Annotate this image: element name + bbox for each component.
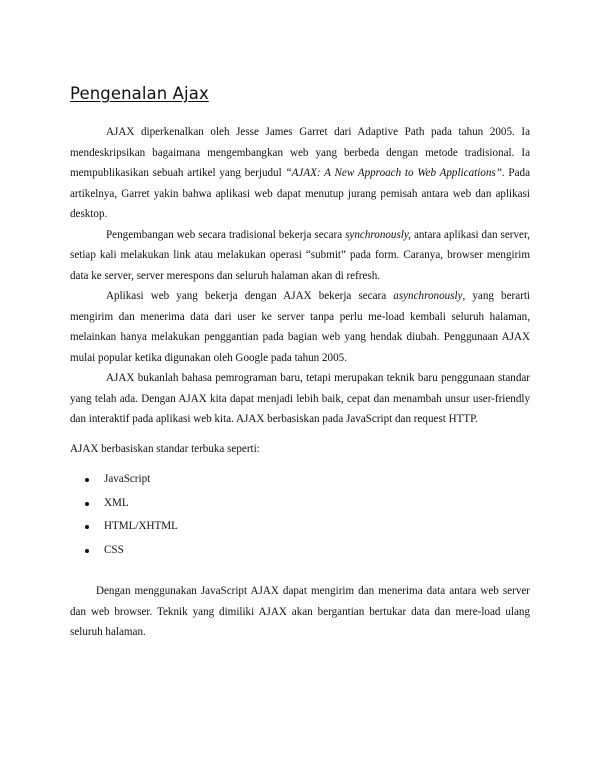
list-intro: AJAX berbasiskan standar terbuka seperti:	[70, 442, 260, 455]
paragraph-traditional-text-2: antara aplikasi dan server, setiap kali melakukan link atau melakukan operasi “submit” pada form. Caranya, browser mengirim data ke server, server merespons dan seluruh halaman akan di refresh.	[70, 228, 530, 282]
paragraph-intro-text-2: . Pada artikelnya, Garret yakin bahwa aplikasi web dapat menutup jurang pemisah antara web dan aplikasi desktop.	[70, 167, 530, 220]
list-item-label: XML	[104, 496, 129, 509]
bullet-icon	[85, 478, 89, 482]
standards-list	[70, 468, 530, 562]
bullet-icon	[85, 525, 89, 529]
bullet-icon	[85, 502, 89, 506]
paragraph-async-text-1: Aplikasi web yang bekerja dengan AJAX bekerja secara	[106, 290, 394, 302]
list-item	[70, 468, 530, 492]
document-body	[70, 122, 530, 643]
paragraph-closing: Dengan menggunakan JavaScript AJAX dapat mengirim dan menerima data antara web server dan web browser. Teknik yang dimiliki AJAX akan bergantian bertukar data dan mere-load ulang seluruh halaman.	[70, 585, 530, 638]
list-item-label: HTML/XHTML	[104, 520, 178, 532]
paragraph-async	[70, 286, 530, 368]
bullet-icon	[85, 549, 89, 553]
paragraph-intro-text-1: AJAX diperkenalkan oleh Jesse James Garret dari Adaptive Path pada tahun 2005. Ia mendeskripsikan bagaimana mengembangkan web yang berbeda dengan metode tradisional. Ia mempublikasikan sebuah artikel yang berjudul	[70, 126, 530, 179]
paragraph-intro	[70, 122, 530, 225]
paragraph-traditional-text-1: Pengembangan web secara tradisional bekerja secara	[106, 228, 346, 241]
paragraph-standards: AJAX bukanlah bahasa pemrograman baru, tetapi merupakan teknik baru penggunaan standar yang telah ada. Dengan AJAX kita dapat menjadi lebih baik, cepat dan menambah unsur user-friendly dan interaktif pada aplikasi web kita. AJAX berbasiskan pada JavaScript dan request HTTP.	[70, 372, 530, 425]
paragraph-async-text-2: , yang berarti mengirim dan menerima data dari user ke server tanpa perlu me-load kembali seluruh halaman, melainkan hanya melakukan penggantian pada bagian web yang hendak diubah. Penggunaan AJAX mulai popular ketika digunakan oleh Google pada tahun 2005.	[70, 290, 530, 364]
list-item	[70, 492, 530, 516]
list-item	[70, 539, 530, 563]
list-item-label: JavaScript	[104, 473, 151, 485]
article-title: “AJAX: A New Approach to Web Applications”	[285, 167, 502, 179]
term-asynchronously: asynchronously	[393, 290, 463, 302]
list-item	[70, 515, 530, 539]
paragraph-traditional	[70, 225, 530, 287]
list-item-label: CSS	[104, 543, 124, 556]
page-title: Pengenalan Ajax	[70, 84, 209, 103]
term-synchronously: synchronously,	[345, 228, 411, 241]
